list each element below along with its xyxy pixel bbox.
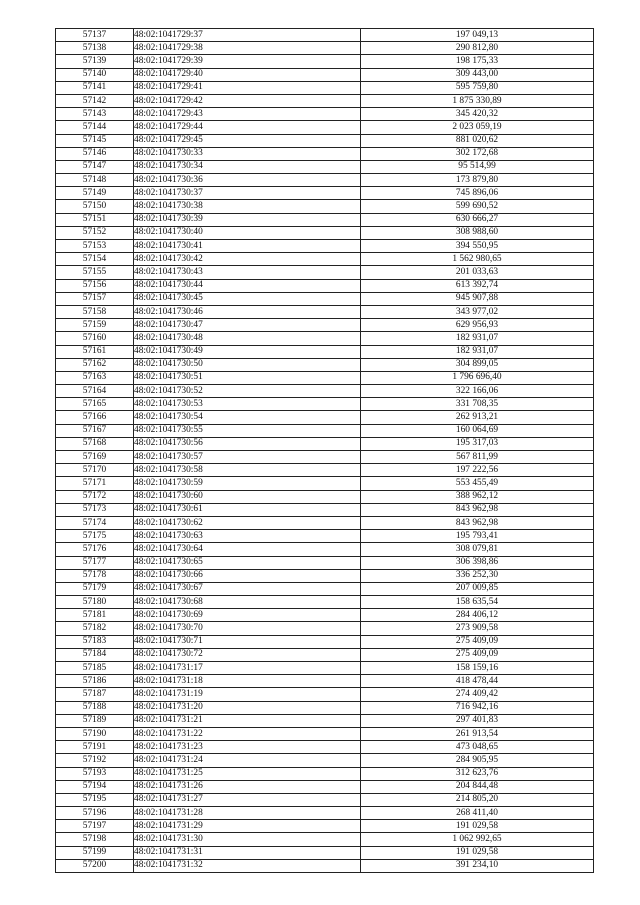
table-row — [56, 411, 594, 424]
row-number-cell: 57141 — [56, 81, 134, 94]
row-number-cell: 57191 — [56, 741, 134, 754]
cadastral-number-cell: 48:02:1041730:71 — [134, 635, 361, 648]
cadastral-value-cell: 308 079,81 — [361, 543, 594, 556]
table-row — [56, 134, 594, 147]
cadastral-number-cell: 48:02:1041730:54 — [134, 411, 361, 424]
cadastral-number-cell: 48:02:1041730:57 — [134, 451, 361, 464]
table-row — [56, 688, 594, 701]
cadastral-value-cell: 343 977,02 — [361, 305, 594, 318]
cadastral-number-cell: 48:02:1041730:70 — [134, 622, 361, 635]
row-number-cell: 57198 — [56, 833, 134, 846]
cadastral-number-cell: 48:02:1041730:44 — [134, 279, 361, 292]
row-number-cell: 57178 — [56, 569, 134, 582]
cadastral-number-cell: 48:02:1041731:27 — [134, 793, 361, 806]
table-row — [56, 81, 594, 94]
table-row — [56, 345, 594, 358]
table-row — [56, 569, 594, 582]
cadastral-value-cell: 306 398,86 — [361, 556, 594, 569]
row-number-cell: 57154 — [56, 253, 134, 266]
cadastral-value-cell: 182 931,07 — [361, 332, 594, 345]
cadastral-number-cell: 48:02:1041730:48 — [134, 332, 361, 345]
cadastral-number-cell: 48:02:1041730:63 — [134, 530, 361, 543]
row-number-cell: 57139 — [56, 55, 134, 68]
row-number-cell: 57185 — [56, 662, 134, 675]
cadastral-number-cell: 48:02:1041730:40 — [134, 226, 361, 239]
cadastral-value-cell: 388 962,12 — [361, 490, 594, 503]
table-row — [56, 464, 594, 477]
cadastral-number-cell: 48:02:1041730:68 — [134, 596, 361, 609]
cadastral-value-cell: 284 406,12 — [361, 609, 594, 622]
table-row — [56, 226, 594, 239]
cadastral-value-cell: 745 896,06 — [361, 187, 594, 200]
row-number-cell: 57186 — [56, 675, 134, 688]
cadastral-number-cell: 48:02:1041730:46 — [134, 305, 361, 318]
cadastral-number-cell: 48:02:1041731:21 — [134, 714, 361, 727]
cadastral-value-cell: 391 234,10 — [361, 859, 594, 872]
cadastral-value-cell: 881 020,62 — [361, 134, 594, 147]
table-row — [56, 503, 594, 516]
row-number-cell: 57156 — [56, 279, 134, 292]
cadastral-number-cell: 48:02:1041730:62 — [134, 516, 361, 529]
cadastral-value-cell: 201 033,63 — [361, 266, 594, 279]
cadastral-number-cell: 48:02:1041730:56 — [134, 437, 361, 450]
row-number-cell: 57187 — [56, 688, 134, 701]
cadastral-value-cell: 567 811,99 — [361, 451, 594, 464]
table-row — [56, 662, 594, 675]
cadastral-number-cell: 48:02:1041731:22 — [134, 727, 361, 740]
row-number-cell: 57167 — [56, 424, 134, 437]
cadastral-number-cell: 48:02:1041730:61 — [134, 503, 361, 516]
cadastral-value-cell: 613 392,74 — [361, 279, 594, 292]
cadastral-number-cell: 48:02:1041731:28 — [134, 807, 361, 820]
table-row — [56, 622, 594, 635]
row-number-cell: 57144 — [56, 121, 134, 134]
cadastral-value-cell: 182 931,07 — [361, 345, 594, 358]
cadastral-value-cell: 214 805,20 — [361, 793, 594, 806]
cadastral-value-cell: 843 962,98 — [361, 503, 594, 516]
cadastral-number-cell: 48:02:1041730:65 — [134, 556, 361, 569]
table-row — [56, 582, 594, 595]
cadastral-value-cell: 331 708,35 — [361, 398, 594, 411]
cadastral-value-cell: 261 913,54 — [361, 727, 594, 740]
table-row — [56, 398, 594, 411]
table-row — [56, 754, 594, 767]
row-number-cell: 57166 — [56, 411, 134, 424]
table-row — [56, 253, 594, 266]
row-number-cell: 57180 — [56, 596, 134, 609]
cadastral-number-cell: 48:02:1041730:53 — [134, 398, 361, 411]
cadastral-value-cell: 197 222,56 — [361, 464, 594, 477]
cadastral-value-cell: 191 029,58 — [361, 846, 594, 859]
cadastral-value-cell: 204 844,48 — [361, 780, 594, 793]
cadastral-value-cell: 195 317,03 — [361, 437, 594, 450]
cadastral-number-cell: 48:02:1041730:69 — [134, 609, 361, 622]
cadastral-value-cell: 158 635,54 — [361, 596, 594, 609]
table-row — [56, 174, 594, 187]
cadastral-number-cell: 48:02:1041729:40 — [134, 68, 361, 81]
row-number-cell: 57168 — [56, 437, 134, 450]
table-row — [56, 859, 594, 872]
cadastral-value-cell: 304 899,05 — [361, 358, 594, 371]
cadastral-number-cell: 48:02:1041730:38 — [134, 200, 361, 213]
table-row — [56, 200, 594, 213]
table-row — [56, 358, 594, 371]
table-row — [56, 556, 594, 569]
cadastral-value-cell: 290 812,80 — [361, 42, 594, 55]
table-row — [56, 767, 594, 780]
table-row — [56, 68, 594, 81]
cadastral-number-cell: 48:02:1041731:24 — [134, 754, 361, 767]
cadastral-number-cell: 48:02:1041729:43 — [134, 108, 361, 121]
table-row — [56, 279, 594, 292]
cadastral-number-cell: 48:02:1041730:43 — [134, 266, 361, 279]
row-number-cell: 57162 — [56, 358, 134, 371]
cadastral-value-cell: 418 478,44 — [361, 675, 594, 688]
cadastral-value-cell: 207 009,85 — [361, 582, 594, 595]
row-number-cell: 57157 — [56, 292, 134, 305]
table-row — [56, 675, 594, 688]
row-number-cell: 57173 — [56, 503, 134, 516]
cadastral-number-cell: 48:02:1041730:49 — [134, 345, 361, 358]
cadastral-value-cell: 275 409,09 — [361, 635, 594, 648]
row-number-cell: 57189 — [56, 714, 134, 727]
table-row — [56, 807, 594, 820]
table-row — [56, 741, 594, 754]
row-number-cell: 57147 — [56, 160, 134, 173]
row-number-cell: 57183 — [56, 635, 134, 648]
cadastral-number-cell: 48:02:1041730:55 — [134, 424, 361, 437]
table-row — [56, 266, 594, 279]
cadastral-number-cell: 48:02:1041730:47 — [134, 319, 361, 332]
row-number-cell: 57193 — [56, 767, 134, 780]
row-number-cell: 57153 — [56, 240, 134, 253]
cadastral-value-cell: 945 907,88 — [361, 292, 594, 305]
row-number-cell: 57184 — [56, 648, 134, 661]
cadastral-number-cell: 48:02:1041730:41 — [134, 240, 361, 253]
table-row — [56, 240, 594, 253]
cadastral-value-cell: 308 988,60 — [361, 226, 594, 239]
cadastral-value-cell: 191 029,58 — [361, 820, 594, 833]
row-number-cell: 57179 — [56, 582, 134, 595]
cadastral-value-cell: 173 879,80 — [361, 174, 594, 187]
cadastral-value-cell: 553 455,49 — [361, 477, 594, 490]
table-row — [56, 516, 594, 529]
cadastral-value-cell: 2 023 059,19 — [361, 121, 594, 134]
cadastral-number-cell: 48:02:1041731:29 — [134, 820, 361, 833]
row-number-cell: 57149 — [56, 187, 134, 200]
table-row — [56, 424, 594, 437]
cadastral-value-cell: 312 623,76 — [361, 767, 594, 780]
table-row — [56, 635, 594, 648]
table-row — [56, 108, 594, 121]
cadastral-value-cell: 262 913,21 — [361, 411, 594, 424]
row-number-cell: 57150 — [56, 200, 134, 213]
table-row — [56, 793, 594, 806]
cadastral-value-cell: 716 942,16 — [361, 701, 594, 714]
table-row — [56, 292, 594, 305]
row-number-cell: 57148 — [56, 174, 134, 187]
table-row — [56, 609, 594, 622]
cadastral-number-cell: 48:02:1041730:60 — [134, 490, 361, 503]
table-row — [56, 714, 594, 727]
cadastral-value-cell: 158 159,16 — [361, 662, 594, 675]
cadastral-value-cell: 473 048,65 — [361, 741, 594, 754]
row-number-cell: 57196 — [56, 807, 134, 820]
table-row — [56, 29, 594, 42]
row-number-cell: 57155 — [56, 266, 134, 279]
cadastral-value-cell: 268 411,40 — [361, 807, 594, 820]
cadastral-number-cell: 48:02:1041731:20 — [134, 701, 361, 714]
cadastral-number-cell: 48:02:1041729:45 — [134, 134, 361, 147]
table-row — [56, 55, 594, 68]
cadastral-value-cell: 843 962,98 — [361, 516, 594, 529]
cadastral-number-cell: 48:02:1041730:72 — [134, 648, 361, 661]
row-number-cell: 57152 — [56, 226, 134, 239]
cadastral-value-cell: 195 793,41 — [361, 530, 594, 543]
row-number-cell: 57137 — [56, 29, 134, 42]
row-number-cell: 57181 — [56, 609, 134, 622]
table-row — [56, 477, 594, 490]
cadastral-number-cell: 48:02:1041730:66 — [134, 569, 361, 582]
cadastral-value-cell: 394 550,95 — [361, 240, 594, 253]
row-number-cell: 57176 — [56, 543, 134, 556]
cadastral-number-cell: 48:02:1041730:45 — [134, 292, 361, 305]
cadastral-number-cell: 48:02:1041730:67 — [134, 582, 361, 595]
row-number-cell: 57138 — [56, 42, 134, 55]
cadastral-value-cell: 599 690,52 — [361, 200, 594, 213]
row-number-cell: 57140 — [56, 68, 134, 81]
cadastral-number-cell: 48:02:1041729:39 — [134, 55, 361, 68]
cadastral-value-cell: 297 401,83 — [361, 714, 594, 727]
table-row — [56, 147, 594, 160]
cadastral-number-cell: 48:02:1041729:41 — [134, 81, 361, 94]
row-number-cell: 57151 — [56, 213, 134, 226]
table-row — [56, 846, 594, 859]
cadastral-value-cell: 322 166,06 — [361, 385, 594, 398]
cadastral-number-cell: 48:02:1041730:51 — [134, 371, 361, 384]
cadastral-number-cell: 48:02:1041730:52 — [134, 385, 361, 398]
cadastral-number-cell: 48:02:1041731:23 — [134, 741, 361, 754]
cadastral-number-cell: 48:02:1041731:26 — [134, 780, 361, 793]
table-row — [56, 42, 594, 55]
cadastral-number-cell: 48:02:1041730:59 — [134, 477, 361, 490]
cadastral-value-cell: 1 062 992,65 — [361, 833, 594, 846]
table-row — [56, 160, 594, 173]
cadastral-value-cell: 284 905,95 — [361, 754, 594, 767]
cadastral-value-cell: 95 514,99 — [361, 160, 594, 173]
table-row — [56, 820, 594, 833]
cadastral-number-cell: 48:02:1041730:42 — [134, 253, 361, 266]
table-row — [56, 121, 594, 134]
cadastral-number-cell: 48:02:1041730:39 — [134, 213, 361, 226]
cadastral-number-cell: 48:02:1041731:31 — [134, 846, 361, 859]
table-row — [56, 451, 594, 464]
cadastral-value-cell: 198 175,33 — [361, 55, 594, 68]
table-row — [56, 213, 594, 226]
cadastral-number-cell: 48:02:1041731:17 — [134, 662, 361, 675]
cadastral-number-cell: 48:02:1041730:33 — [134, 147, 361, 160]
cadastral-value-cell: 630 666,27 — [361, 213, 594, 226]
cadastral-value-cell: 275 409,09 — [361, 648, 594, 661]
row-number-cell: 57161 — [56, 345, 134, 358]
cadastral-value-table — [55, 28, 594, 873]
table-row — [56, 371, 594, 384]
cadastral-number-cell: 48:02:1041730:34 — [134, 160, 361, 173]
cadastral-value-cell: 274 409,42 — [361, 688, 594, 701]
cadastral-value-cell: 309 443,00 — [361, 68, 594, 81]
row-number-cell: 57175 — [56, 530, 134, 543]
table-row — [56, 648, 594, 661]
cadastral-number-cell: 48:02:1041730:36 — [134, 174, 361, 187]
cadastral-number-cell: 48:02:1041731:32 — [134, 859, 361, 872]
row-number-cell: 57146 — [56, 147, 134, 160]
row-number-cell: 57160 — [56, 332, 134, 345]
cadastral-number-cell: 48:02:1041730:64 — [134, 543, 361, 556]
row-number-cell: 57192 — [56, 754, 134, 767]
cadastral-value-cell: 629 956,93 — [361, 319, 594, 332]
row-number-cell: 57194 — [56, 780, 134, 793]
table-body — [56, 29, 594, 873]
table-row — [56, 833, 594, 846]
cadastral-number-cell: 48:02:1041731:18 — [134, 675, 361, 688]
row-number-cell: 57169 — [56, 451, 134, 464]
cadastral-number-cell: 48:02:1041731:30 — [134, 833, 361, 846]
row-number-cell: 57182 — [56, 622, 134, 635]
row-number-cell: 57177 — [56, 556, 134, 569]
cadastral-number-cell: 48:02:1041730:37 — [134, 187, 361, 200]
row-number-cell: 57188 — [56, 701, 134, 714]
table-row — [56, 490, 594, 503]
row-number-cell: 57165 — [56, 398, 134, 411]
cadastral-value-cell: 160 064,69 — [361, 424, 594, 437]
cadastral-number-cell: 48:02:1041731:25 — [134, 767, 361, 780]
row-number-cell: 57163 — [56, 371, 134, 384]
row-number-cell: 57195 — [56, 793, 134, 806]
table-row — [56, 332, 594, 345]
row-number-cell: 57170 — [56, 464, 134, 477]
row-number-cell: 57190 — [56, 727, 134, 740]
cadastral-number-cell: 48:02:1041730:58 — [134, 464, 361, 477]
row-number-cell: 57200 — [56, 859, 134, 872]
row-number-cell: 57164 — [56, 385, 134, 398]
cadastral-number-cell: 48:02:1041731:19 — [134, 688, 361, 701]
row-number-cell: 57171 — [56, 477, 134, 490]
cadastral-number-cell: 48:02:1041730:50 — [134, 358, 361, 371]
cadastral-value-cell: 345 420,32 — [361, 108, 594, 121]
row-number-cell: 57143 — [56, 108, 134, 121]
table-row — [56, 701, 594, 714]
cadastral-number-cell: 48:02:1041729:38 — [134, 42, 361, 55]
row-number-cell: 57142 — [56, 94, 134, 107]
cadastral-value-cell: 1 562 980,65 — [361, 253, 594, 266]
cadastral-value-cell: 273 909,58 — [361, 622, 594, 635]
cadastral-value-cell: 336 252,30 — [361, 569, 594, 582]
row-number-cell: 57199 — [56, 846, 134, 859]
cadastral-value-cell: 1 875 330,89 — [361, 94, 594, 107]
cadastral-number-cell: 48:02:1041729:44 — [134, 121, 361, 134]
table-row — [56, 596, 594, 609]
cadastral-value-cell: 302 172,68 — [361, 147, 594, 160]
row-number-cell: 57145 — [56, 134, 134, 147]
cadastral-value-cell: 1 796 696,40 — [361, 371, 594, 384]
cadastral-value-cell: 197 049,13 — [361, 29, 594, 42]
table-row — [56, 187, 594, 200]
row-number-cell: 57158 — [56, 305, 134, 318]
cadastral-number-cell: 48:02:1041729:37 — [134, 29, 361, 42]
table-row — [56, 543, 594, 556]
table-row — [56, 530, 594, 543]
table-row — [56, 437, 594, 450]
table-row — [56, 780, 594, 793]
table-row — [56, 385, 594, 398]
table-row — [56, 319, 594, 332]
table-row — [56, 727, 594, 740]
cadastral-number-cell: 48:02:1041729:42 — [134, 94, 361, 107]
row-number-cell: 57174 — [56, 516, 134, 529]
table-row — [56, 94, 594, 107]
cadastral-value-cell: 595 759,80 — [361, 81, 594, 94]
row-number-cell: 57159 — [56, 319, 134, 332]
row-number-cell: 57197 — [56, 820, 134, 833]
table-row — [56, 305, 594, 318]
row-number-cell: 57172 — [56, 490, 134, 503]
